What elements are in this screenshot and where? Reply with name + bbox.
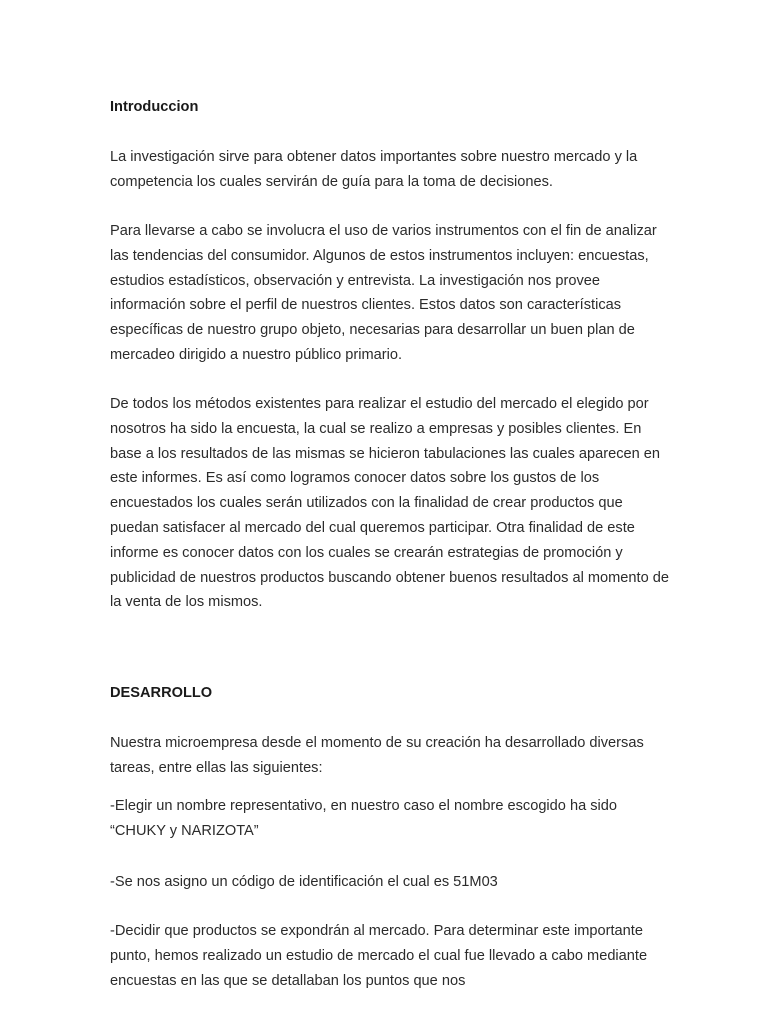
development-paragraph-2: -Elegir un nombre representativo, en nuestro caso el nombre escogido ha sido “CHUKY y NARIZOTA” <box>110 798 618 839</box>
development-paragraph-3: -Se nos asigno un código de identificación el cual es 51M03 <box>110 874 498 890</box>
intro-paragraph-2: Para llevarse a cabo se involucra el uso de varios instrumentos con el fin de analizar las tendencias del consumidor. Algunos de estos instrumentos incluyen: encuestas, estudios estadísticos, observación y entrevista. La investigación nos provee información sobre el perfil de nuestros clientes. Estos datos son características específicas de nuestro grupo objeto, necesarias para desarrollar un buen plan de mercadeo dirigido a nuestro público primario. <box>110 223 657 363</box>
development-paragraph-1: Nuestra microempresa desde el momento de su creación ha desarrollado diversas tareas, entre ellas las siguientes: <box>110 735 644 776</box>
intro-heading: Introduccion <box>110 99 199 115</box>
development-paragraph-4: -Decidir que productos se expondrán al mercado. Para determinar este importante punto, hemos realizado un estudio de mercado el cual fue llevado a cabo mediante encuestas en las que se detallaban los puntos que nos <box>110 923 648 989</box>
development-heading: DESARROLLO <box>110 685 213 701</box>
intro-paragraph-1: La investigación sirve para obtener datos importantes sobre nuestro mercado y la competencia los cuales servirán de guía para la toma de decisiones. <box>110 149 638 190</box>
intro-paragraph-3: De todos los métodos existentes para realizar el estudio del mercado el elegido por nosotros ha sido la encuesta, la cual se realizo a empresas y posibles clientes. En base a los resultados de las mismas se hicieron tabulaciones las cuales aparecen en este informes. Es así como logramos conocer datos sobre los gustos de los encuestados los cuales serán utilizados con la finalidad de crear productos que puedan satisfacer al mercado del cual queremos participar. Otra finalidad de este informe es conocer datos con los cuales se crearán estrategias de promoción y publicidad de nuestros productos buscando obtener buenos resultados al momento de la venta de los mismos. <box>110 396 669 611</box>
